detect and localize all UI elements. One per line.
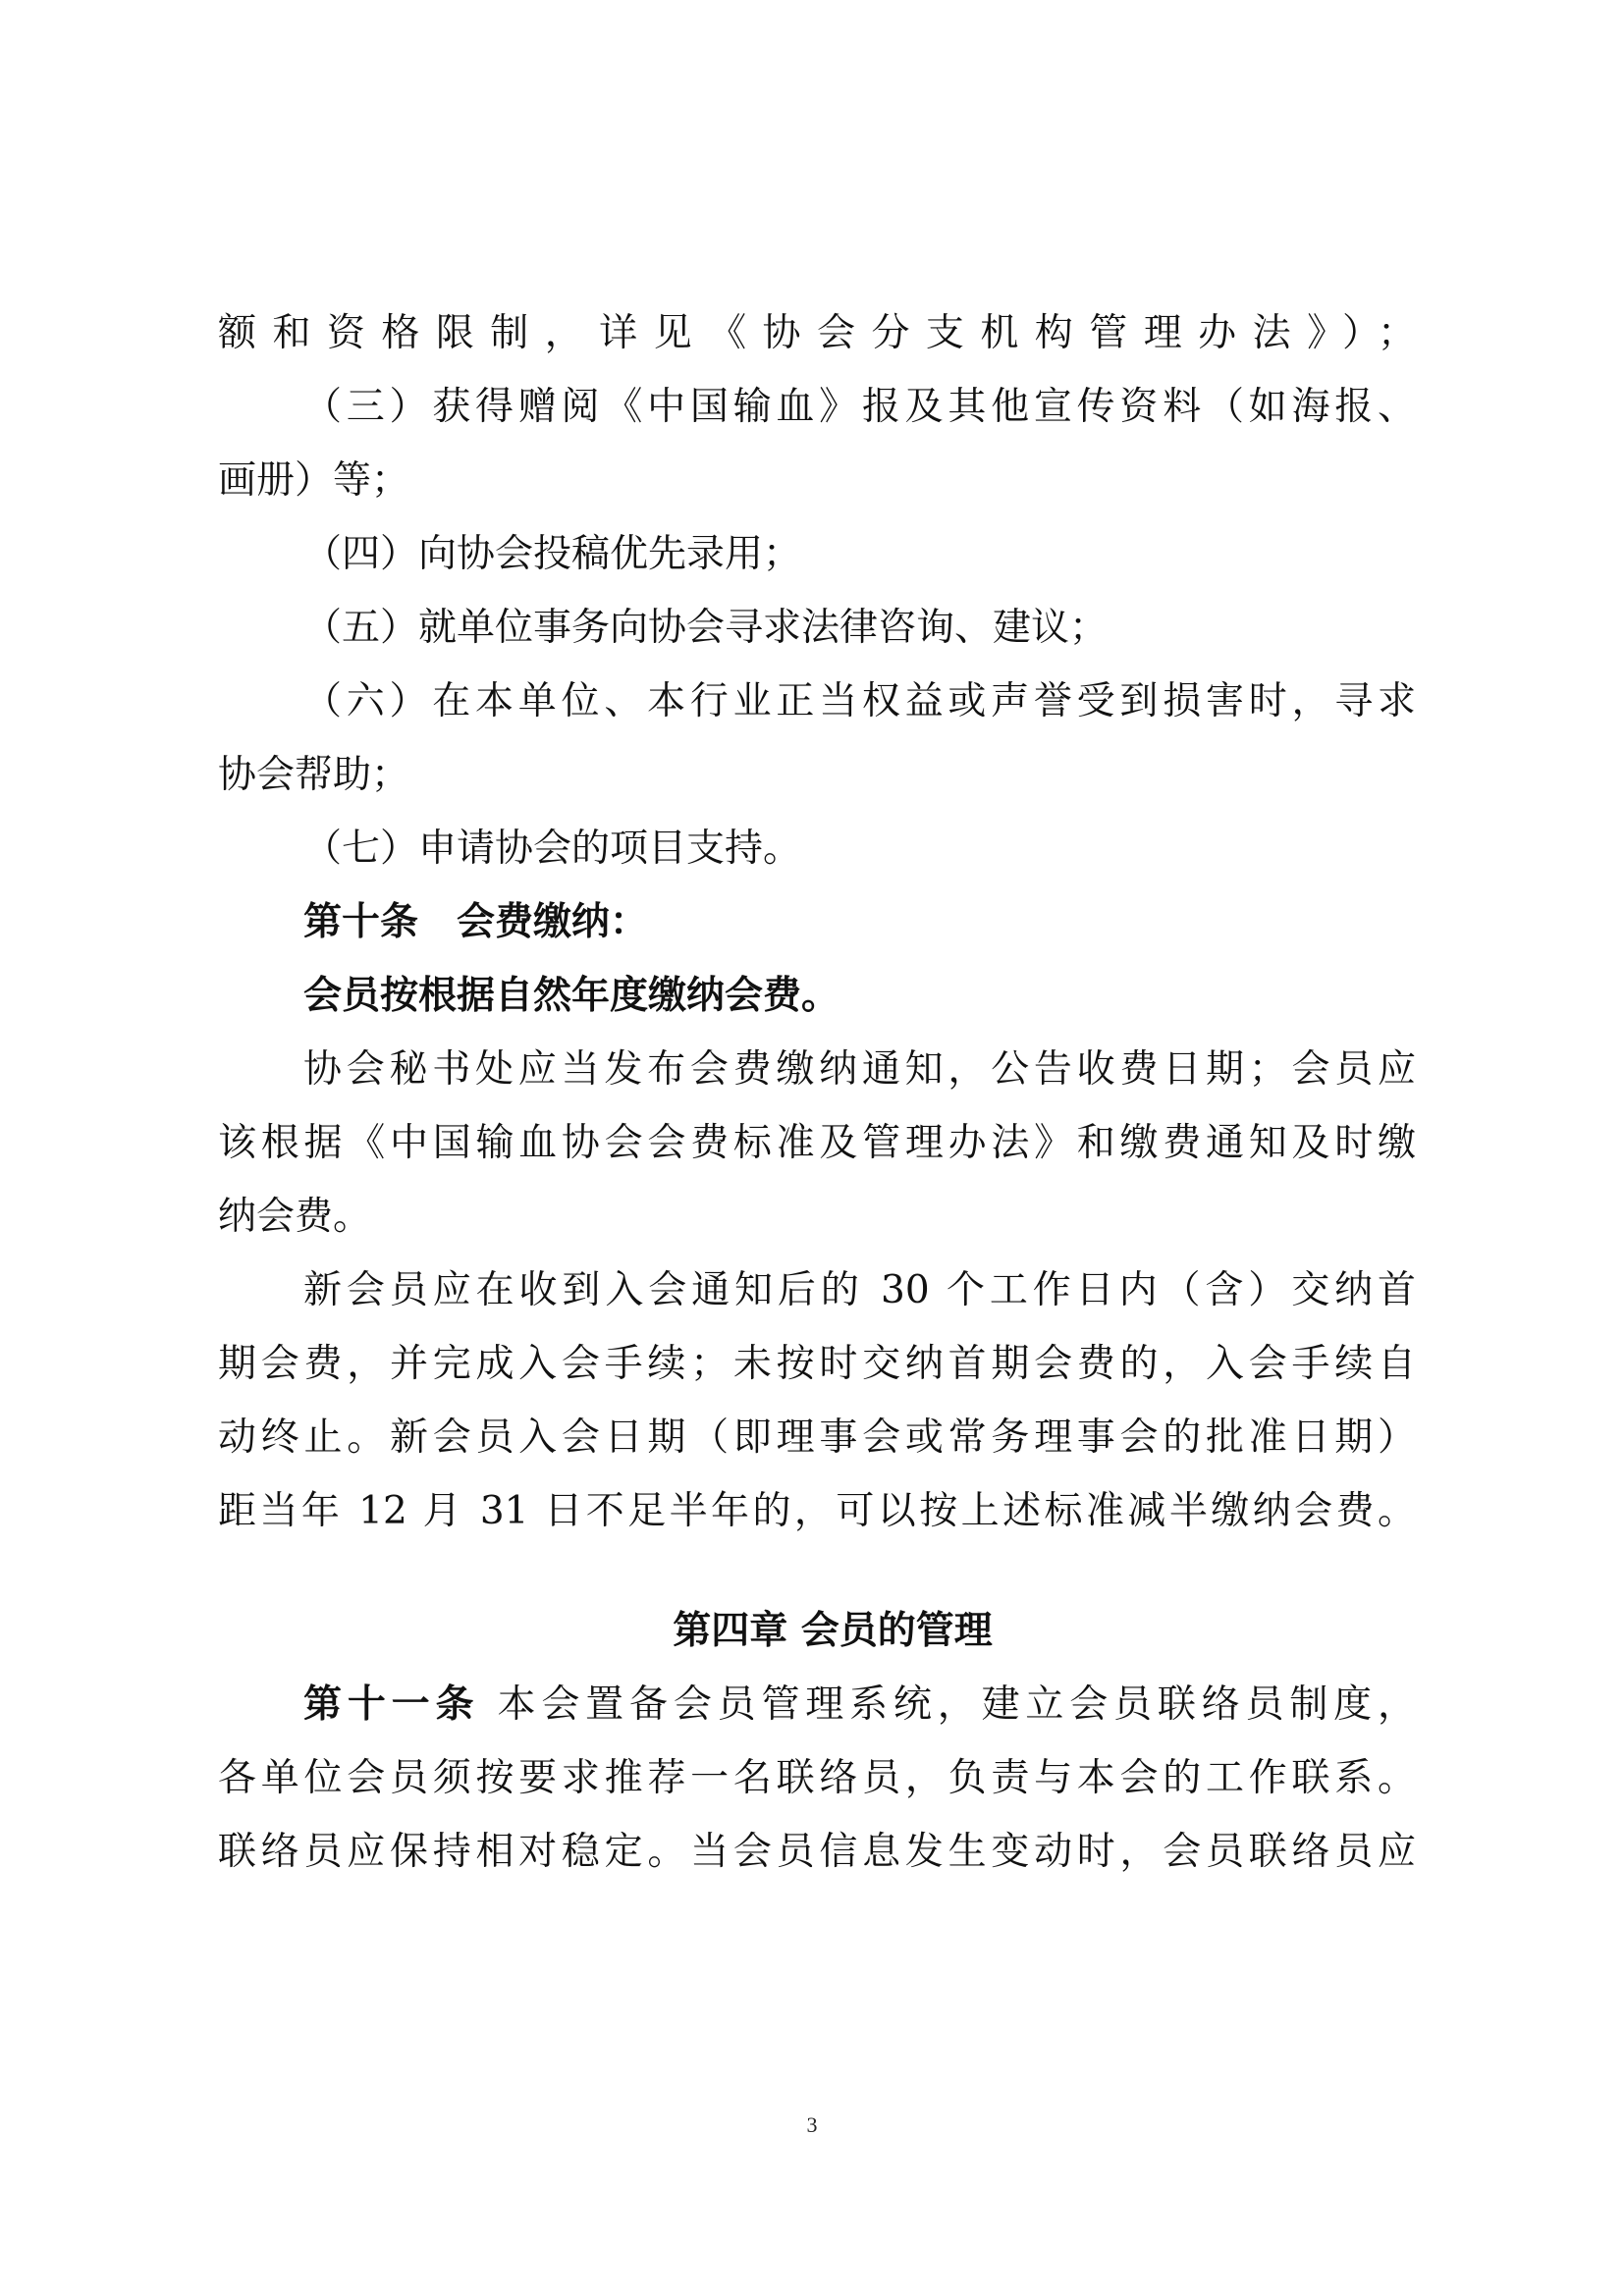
paragraph-line: 画册）等；: [218, 458, 410, 503]
paragraph-line: 新会员应在收到入会通知后的 30 个工作日内（含）交纳首: [303, 1268, 1416, 1312]
list-item-seven: （七）申请协会的项目支持。: [303, 827, 802, 871]
paragraph-line: 距当年 12 月 31 日不足半年的，可以按上述标准减半缴纳会费。: [218, 1489, 1416, 1533]
article-10-heading: 第十条 会费缴纳：: [303, 899, 649, 944]
paragraph-line: 协会帮助；: [218, 753, 410, 797]
paragraph-line: 动终止。新会员入会日期（即理事会或常务理事会的批准日期）: [218, 1415, 1416, 1460]
paragraph-line: 协会秘书处应当发布会费缴纳通知，公告收费日期；会员应: [303, 1047, 1416, 1092]
section-spacer: [218, 1548, 1416, 1594]
list-item-five: （五）就单位事务向协会寻求法律咨询、建议；: [303, 606, 1109, 650]
paragraph-line: 额和资格限制，详见《协会分支机构管理办法》）；: [218, 311, 1416, 355]
chapter-title: 第四章 会员的管理: [673, 1608, 993, 1653]
article-11-first-line: [218, 1668, 1416, 1741]
article-10-statement: 会员按根据自然年度缴纳会费。: [303, 973, 840, 1018]
paragraph-line: 该根据《中国输血协会会费标准及管理办法》和缴费通知及时缴: [218, 1121, 1416, 1165]
paragraph-line: 各单位会员须按要求推荐一名联络员，负责与本会的工作联系。: [218, 1756, 1416, 1800]
page-number: 3: [806, 2112, 818, 2137]
list-item-four: （四）向协会投稿优先录用；: [303, 532, 802, 576]
paragraph-line: 纳会费。: [218, 1195, 372, 1239]
paragraph-line: 期会费，并完成入会手续；未按时交纳首期会费的，入会手续自: [218, 1342, 1416, 1386]
page-body: [218, 296, 1416, 1889]
paragraph-line: 联络员应保持相对稳定。当会员信息发生变动时，会员联络员应: [218, 1830, 1416, 1874]
article-11-text: 本会置备会员管理系统，建立会员联络员制度，: [497, 1682, 1416, 1727]
article-11-label: 第十一条: [303, 1682, 480, 1727]
list-item-three: （三）获得赠阅《中国输血》报及其他宣传资料（如海报、: [303, 385, 1416, 429]
list-item-six: （六）在本单位、本行业正当权益或声誉受到损害时，寻求: [303, 679, 1416, 723]
